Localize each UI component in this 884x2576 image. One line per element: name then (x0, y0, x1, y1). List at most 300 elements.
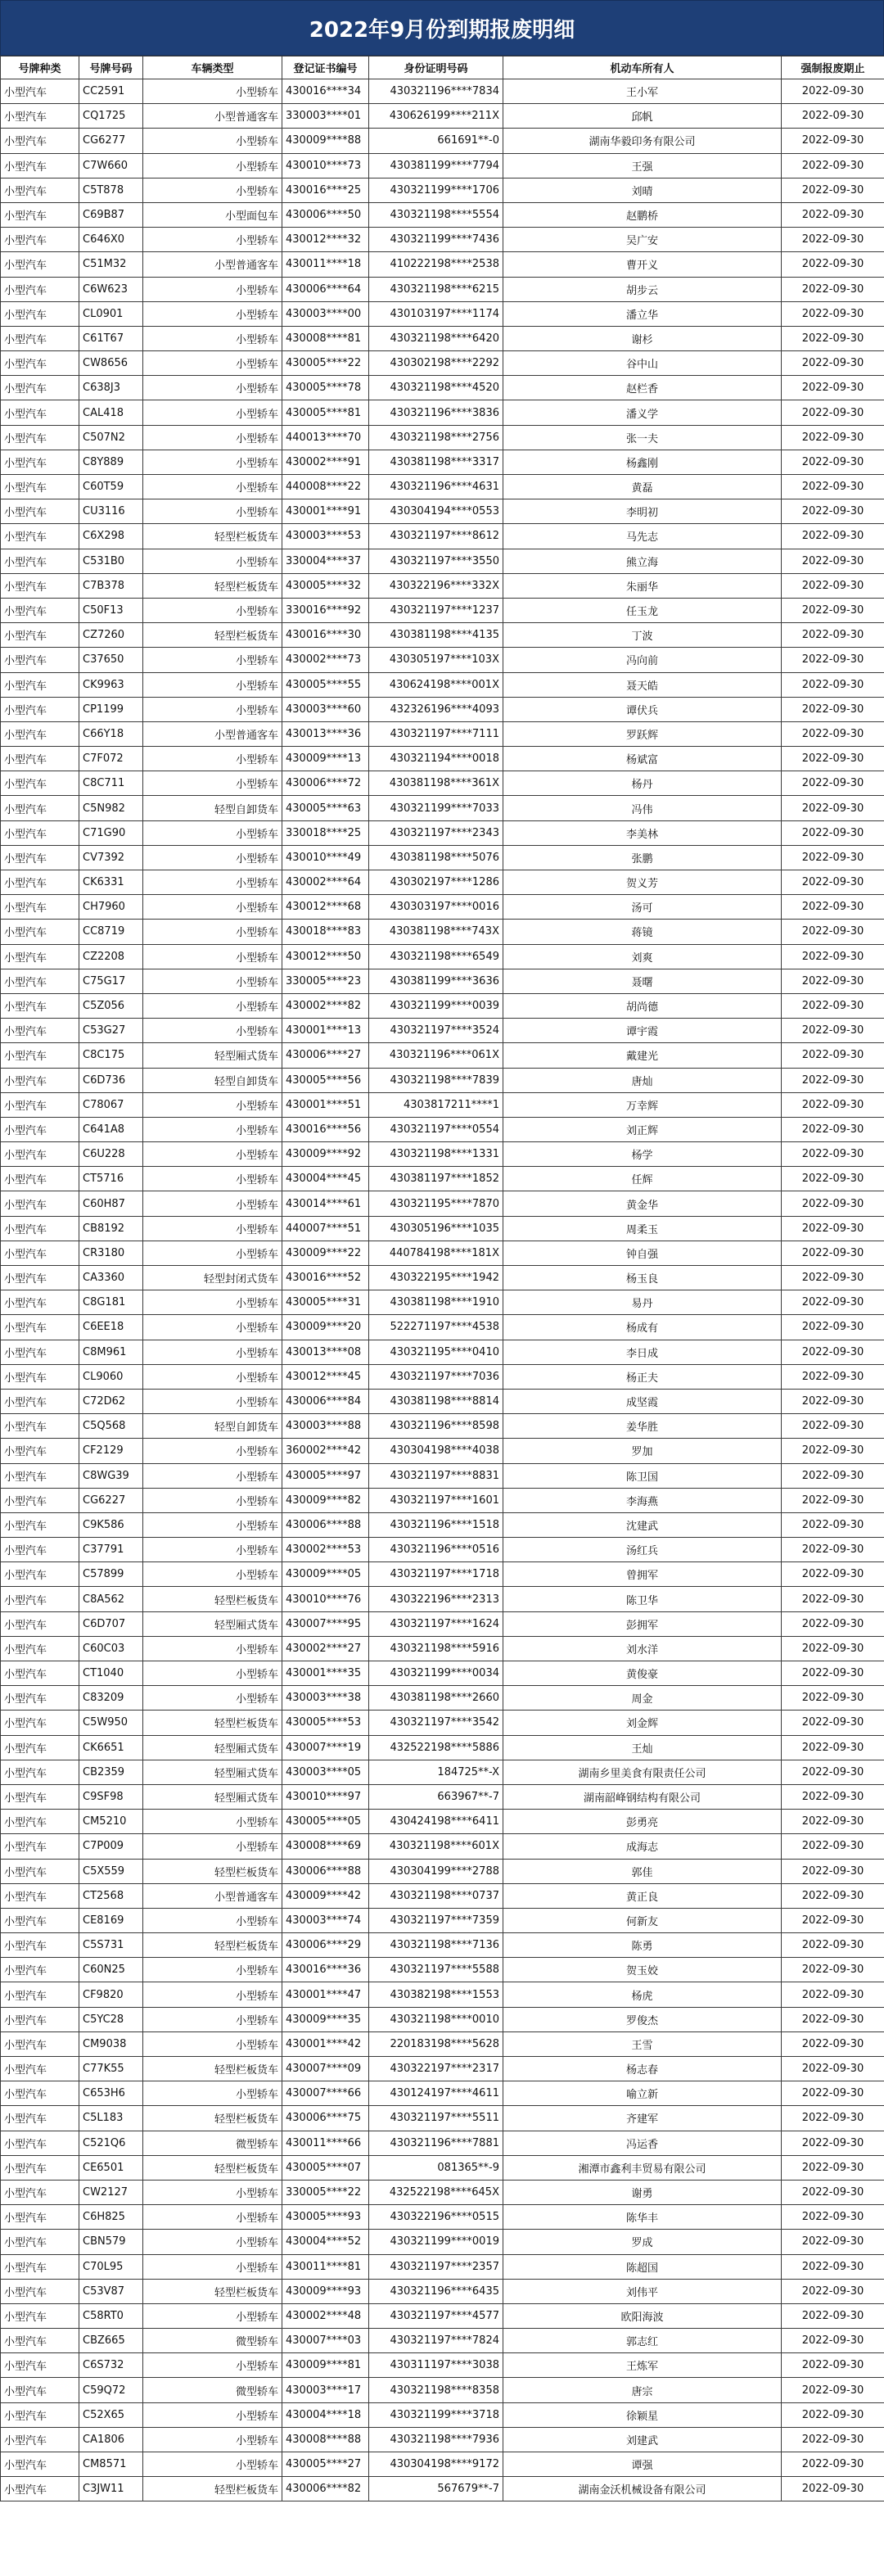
cell-scrap-deadline: 2022-09-30 (782, 1068, 884, 1092)
cell-plate-type: 小型汽车 (1, 2155, 79, 2180)
table-row (1, 1191, 884, 1216)
cell-scrap-deadline: 2022-09-30 (782, 993, 884, 1018)
table-row (1, 1784, 884, 1809)
cell-scrap-deadline: 2022-09-30 (782, 870, 884, 895)
cell-registration-number: 430005****31 (282, 1290, 369, 1315)
cell-registration-number: 430005****78 (282, 376, 369, 400)
cell-plate-number: C77K55 (79, 2057, 143, 2081)
table-row (1, 1043, 884, 1068)
cell-scrap-deadline: 2022-09-30 (782, 2230, 884, 2254)
cell-vehicle-type: 小型轿车 (143, 1562, 282, 1587)
cell-plate-type: 小型汽车 (1, 2427, 79, 2452)
cell-vehicle-type: 小型轿车 (143, 1290, 282, 1315)
cell-plate-type: 小型汽车 (1, 277, 79, 301)
cell-scrap-deadline: 2022-09-30 (782, 129, 884, 153)
cell-plate-number: C6H825 (79, 2205, 143, 2230)
cell-plate-type: 小型汽车 (1, 79, 79, 104)
table-row (1, 1587, 884, 1611)
cell-plate-number: C6S732 (79, 2353, 143, 2378)
cell-registration-number: 430006****75 (282, 2106, 369, 2131)
cell-plate-number: CF9820 (79, 1982, 143, 2007)
table-row (1, 870, 884, 895)
cell-owner: 杨成有 (503, 1315, 782, 1340)
cell-scrap-deadline: 2022-09-30 (782, 1760, 884, 1784)
cell-id-number: 661691**-0 (369, 129, 503, 153)
cell-plate-type: 小型汽车 (1, 1760, 79, 1784)
cell-owner: 杨丹 (503, 771, 782, 796)
cell-owner: 谷中山 (503, 351, 782, 376)
column-header-registration-number: 登记证书编号 (282, 56, 369, 79)
cell-registration-number: 430005****05 (282, 1810, 369, 1834)
cell-plate-number: CC8719 (79, 920, 143, 944)
cell-owner: 刘爽 (503, 944, 782, 969)
cell-registration-number: 430003****38 (282, 1686, 369, 1711)
cell-vehicle-type: 小型轿车 (143, 1364, 282, 1389)
table-row (1, 2205, 884, 2230)
cell-id-number: 430304198****9172 (369, 2452, 503, 2477)
cell-vehicle-type: 轻型厢式货车 (143, 1611, 282, 1636)
table-row (1, 993, 884, 1018)
table-row (1, 1735, 884, 1760)
table-row (1, 1686, 884, 1711)
cell-id-number: 430304199****2788 (369, 1859, 503, 1883)
table-row (1, 1414, 884, 1439)
cell-plate-type: 小型汽车 (1, 969, 79, 993)
cell-plate-number: CU3116 (79, 499, 143, 524)
cell-plate-type: 小型汽车 (1, 1784, 79, 1809)
table-row (1, 845, 884, 870)
cell-plate-number: CV7392 (79, 845, 143, 870)
cell-vehicle-type: 小型轿车 (143, 1636, 282, 1661)
cell-id-number: 430321199****7436 (369, 228, 503, 252)
cell-vehicle-type: 小型轿车 (143, 1315, 282, 1340)
cell-registration-number: 330005****22 (282, 2180, 369, 2204)
cell-plate-type: 小型汽车 (1, 2230, 79, 2254)
table-row (1, 771, 884, 796)
cell-vehicle-type: 小型轿车 (143, 475, 282, 499)
cell-plate-number: C6U228 (79, 1142, 143, 1167)
cell-scrap-deadline: 2022-09-30 (782, 1562, 884, 1587)
cell-owner: 黄俊豪 (503, 1661, 782, 1686)
cell-registration-number: 430001****91 (282, 499, 369, 524)
cell-plate-type: 小型汽车 (1, 920, 79, 944)
table-row (1, 2031, 884, 2056)
cell-owner: 谢勇 (503, 2180, 782, 2204)
cell-registration-number: 430010****73 (282, 153, 369, 178)
table-row (1, 1019, 884, 1043)
table-row (1, 1364, 884, 1389)
table-row (1, 623, 884, 648)
cell-scrap-deadline: 2022-09-30 (782, 2477, 884, 2501)
cell-scrap-deadline: 2022-09-30 (782, 1735, 884, 1760)
cell-plate-number: C6W623 (79, 277, 143, 301)
cell-plate-number: C37791 (79, 1538, 143, 1562)
cell-scrap-deadline: 2022-09-30 (782, 944, 884, 969)
cell-registration-number: 440008****22 (282, 475, 369, 499)
cell-plate-type: 小型汽车 (1, 129, 79, 153)
cell-scrap-deadline: 2022-09-30 (782, 1364, 884, 1389)
cell-id-number: 430321198****6549 (369, 944, 503, 969)
cell-vehicle-type: 小型轿车 (143, 228, 282, 252)
cell-vehicle-type: 小型轿车 (143, 1191, 282, 1216)
cell-plate-type: 小型汽车 (1, 747, 79, 771)
table-row (1, 475, 884, 499)
cell-plate-number: CE8169 (79, 1908, 143, 1932)
table-row (1, 2353, 884, 2378)
cell-scrap-deadline: 2022-09-30 (782, 1711, 884, 1735)
cell-id-number: 430626199****211X (369, 104, 503, 129)
cell-registration-number: 430006****27 (282, 1043, 369, 1068)
column-header-scrap-deadline: 强制报废期止 (782, 56, 884, 79)
cell-vehicle-type: 小型轿车 (143, 1463, 282, 1488)
cell-registration-number: 430006****50 (282, 202, 369, 227)
cell-scrap-deadline: 2022-09-30 (782, 1611, 884, 1636)
cell-plate-number: CT2568 (79, 1883, 143, 1908)
table-row (1, 2057, 884, 2081)
cell-registration-number: 330018****25 (282, 820, 369, 845)
cell-plate-type: 小型汽车 (1, 2353, 79, 2378)
cell-id-number: 430321199****0019 (369, 2230, 503, 2254)
cell-registration-number: 430005****97 (282, 1463, 369, 1488)
cell-owner: 李明初 (503, 499, 782, 524)
cell-scrap-deadline: 2022-09-30 (782, 351, 884, 376)
cell-plate-type: 小型汽车 (1, 1982, 79, 2007)
cell-plate-number: CP1199 (79, 697, 143, 721)
cell-scrap-deadline: 2022-09-30 (782, 1512, 884, 1537)
cell-vehicle-type: 小型轿车 (143, 277, 282, 301)
cell-vehicle-type: 轻型栏板货车 (143, 2106, 282, 2131)
cell-owner: 谢杉 (503, 326, 782, 350)
cell-plate-number: CH7960 (79, 895, 143, 920)
cell-registration-number: 430009****13 (282, 747, 369, 771)
cell-registration-number: 430009****88 (282, 129, 369, 153)
cell-registration-number: 430003****60 (282, 697, 369, 721)
cell-plate-type: 小型汽车 (1, 1364, 79, 1389)
cell-id-number: 430321197****1601 (369, 1488, 503, 1512)
cell-vehicle-type: 小型轿车 (143, 1117, 282, 1141)
cell-scrap-deadline: 2022-09-30 (782, 1117, 884, 1141)
cell-scrap-deadline: 2022-09-30 (782, 820, 884, 845)
cell-registration-number: 430007****09 (282, 2057, 369, 2081)
table-row (1, 129, 884, 153)
cell-plate-type: 小型汽车 (1, 2205, 79, 2230)
cell-owner: 朱丽华 (503, 573, 782, 598)
cell-vehicle-type: 小型轿车 (143, 1661, 282, 1686)
cell-plate-number: CAL418 (79, 400, 143, 425)
cell-id-number: 430321198****5554 (369, 202, 503, 227)
cell-owner: 彭勇亮 (503, 1810, 782, 1834)
cell-plate-type: 小型汽车 (1, 252, 79, 277)
cell-vehicle-type: 微型轿车 (143, 2378, 282, 2402)
table-row (1, 499, 884, 524)
cell-plate-type: 小型汽车 (1, 944, 79, 969)
cell-plate-number: C8C175 (79, 1043, 143, 1068)
cell-vehicle-type: 小型轿车 (143, 747, 282, 771)
cell-plate-type: 小型汽车 (1, 1810, 79, 1834)
cell-registration-number: 430013****36 (282, 721, 369, 746)
cell-registration-number: 430016****25 (282, 178, 369, 202)
cell-registration-number: 430009****35 (282, 2007, 369, 2031)
cell-plate-number: C6X298 (79, 524, 143, 549)
cell-plate-number: CL0901 (79, 301, 143, 326)
cell-vehicle-type: 小型轿车 (143, 1834, 282, 1859)
cell-id-number: 430322197****2317 (369, 2057, 503, 2081)
cell-id-number: 430321198****0010 (369, 2007, 503, 2031)
cell-scrap-deadline: 2022-09-30 (782, 721, 884, 746)
cell-scrap-deadline: 2022-09-30 (782, 1142, 884, 1167)
cell-plate-type: 小型汽车 (1, 2106, 79, 2131)
cell-vehicle-type: 小型轿车 (143, 1241, 282, 1265)
table-row (1, 573, 884, 598)
cell-id-number: 567679**-7 (369, 2477, 503, 2501)
cell-registration-number: 430018****83 (282, 920, 369, 944)
cell-plate-number: CK6331 (79, 870, 143, 895)
cell-owner: 罗跃辉 (503, 721, 782, 746)
cell-owner: 张鹏 (503, 845, 782, 870)
cell-plate-number: C66Y18 (79, 721, 143, 746)
cell-registration-number: 430008****69 (282, 1834, 369, 1859)
table-row (1, 1488, 884, 1512)
table-row (1, 2230, 884, 2254)
cell-plate-number: C638J3 (79, 376, 143, 400)
cell-registration-number: 330016****92 (282, 598, 369, 622)
cell-id-number: 430321198****601X (369, 1834, 503, 1859)
cell-owner: 胡步云 (503, 277, 782, 301)
cell-id-number: 430321197****2343 (369, 820, 503, 845)
cell-scrap-deadline: 2022-09-30 (782, 1043, 884, 1068)
cell-owner: 丁波 (503, 623, 782, 648)
cell-id-number: 430321195****7870 (369, 1191, 503, 1216)
cell-plate-number: C7W660 (79, 153, 143, 178)
table-row (1, 944, 884, 969)
cell-registration-number: 430007****66 (282, 2081, 369, 2106)
table-row (1, 672, 884, 697)
cell-plate-number: CA1806 (79, 2427, 143, 2452)
cell-registration-number: 430011****66 (282, 2131, 369, 2155)
cell-id-number: 430304198****4038 (369, 1439, 503, 1463)
table-row (1, 1290, 884, 1315)
table-row (1, 1463, 884, 1488)
cell-vehicle-type: 小型轿车 (143, 1439, 282, 1463)
cell-registration-number: 430003****74 (282, 1908, 369, 1932)
cell-vehicle-type: 小型普通客车 (143, 1883, 282, 1908)
cell-vehicle-type: 小型轿车 (143, 2452, 282, 2477)
cell-scrap-deadline: 2022-09-30 (782, 1439, 884, 1463)
cell-scrap-deadline: 2022-09-30 (782, 1636, 884, 1661)
cell-id-number: 663967**-7 (369, 1784, 503, 1809)
cell-plate-number: CZ7260 (79, 623, 143, 648)
cell-id-number: 430322196****2313 (369, 1587, 503, 1611)
cell-owner: 潘立华 (503, 301, 782, 326)
cell-scrap-deadline: 2022-09-30 (782, 1191, 884, 1216)
cell-vehicle-type: 小型轿车 (143, 326, 282, 350)
cell-vehicle-type: 轻型厢式货车 (143, 1735, 282, 1760)
cell-plate-type: 小型汽车 (1, 1488, 79, 1512)
cell-id-number: 430321196****7881 (369, 2131, 503, 2155)
cell-plate-number: C8G181 (79, 1290, 143, 1315)
cell-vehicle-type: 轻型栏板货车 (143, 573, 282, 598)
cell-owner: 谭宇霞 (503, 1019, 782, 1043)
cell-plate-type: 小型汽车 (1, 1735, 79, 1760)
cell-owner: 唐灿 (503, 1068, 782, 1092)
table-row (1, 1266, 884, 1290)
cell-plate-type: 小型汽车 (1, 1290, 79, 1315)
table-row (1, 1810, 884, 1834)
cell-plate-number: C75G17 (79, 969, 143, 993)
cell-scrap-deadline: 2022-09-30 (782, 2427, 884, 2452)
cell-scrap-deadline: 2022-09-30 (782, 2303, 884, 2328)
cell-plate-type: 小型汽车 (1, 2031, 79, 2056)
cell-id-number: 081365**-9 (369, 2155, 503, 2180)
cell-owner: 谭强 (503, 2452, 782, 2477)
cell-plate-number: C9SF98 (79, 1784, 143, 1809)
cell-id-number: 430321197****5511 (369, 2106, 503, 2131)
cell-id-number: 430321198****7839 (369, 1068, 503, 1092)
table-row (1, 2106, 884, 2131)
cell-vehicle-type: 轻型栏板货车 (143, 623, 282, 648)
cell-vehicle-type: 小型轿车 (143, 944, 282, 969)
cell-plate-number: CL9060 (79, 1364, 143, 1389)
cell-scrap-deadline: 2022-09-30 (782, 1340, 884, 1364)
table-row (1, 202, 884, 227)
table-row (1, 1958, 884, 1982)
cell-registration-number: 430006****82 (282, 2477, 369, 2501)
cell-plate-number: C7F072 (79, 747, 143, 771)
cell-plate-number: CK6651 (79, 1735, 143, 1760)
table-row (1, 1216, 884, 1241)
cell-vehicle-type: 小型轿车 (143, 2353, 282, 2378)
cell-scrap-deadline: 2022-09-30 (782, 2131, 884, 2155)
cell-registration-number: 330004****37 (282, 549, 369, 573)
cell-plate-number: CM8571 (79, 2452, 143, 2477)
cell-owner: 郭志红 (503, 2329, 782, 2353)
cell-id-number: 430321196****3836 (369, 400, 503, 425)
column-header-plate-number: 号牌号码 (79, 56, 143, 79)
cell-scrap-deadline: 2022-09-30 (782, 376, 884, 400)
cell-plate-type: 小型汽车 (1, 202, 79, 227)
cell-plate-number: C5Z056 (79, 993, 143, 1018)
cell-plate-type: 小型汽车 (1, 1908, 79, 1932)
column-header-id-number: 身份证明号码 (369, 56, 503, 79)
cell-registration-number: 430006****64 (282, 277, 369, 301)
cell-scrap-deadline: 2022-09-30 (782, 1661, 884, 1686)
cell-scrap-deadline: 2022-09-30 (782, 747, 884, 771)
table-row (1, 1389, 884, 1413)
cell-owner: 杨玉良 (503, 1266, 782, 1290)
cell-plate-type: 小型汽车 (1, 524, 79, 549)
cell-owner: 冯运香 (503, 2131, 782, 2155)
cell-owner: 罗加 (503, 1439, 782, 1463)
table-row (1, 2329, 884, 2353)
table-row (1, 1068, 884, 1092)
cell-id-number: 430321197****3542 (369, 1711, 503, 1735)
cell-vehicle-type: 小型轿车 (143, 450, 282, 474)
cell-scrap-deadline: 2022-09-30 (782, 648, 884, 672)
cell-id-number: 430381198****5076 (369, 845, 503, 870)
table-row (1, 1982, 884, 2007)
cell-plate-type: 小型汽车 (1, 376, 79, 400)
table-row (1, 1636, 884, 1661)
cell-id-number: 430311197****3038 (369, 2353, 503, 2378)
cell-registration-number: 430005****07 (282, 2155, 369, 2180)
cell-plate-type: 小型汽车 (1, 1167, 79, 1191)
cell-vehicle-type: 小型轿车 (143, 969, 282, 993)
cell-id-number: 430321198****2756 (369, 425, 503, 450)
cell-plate-type: 小型汽车 (1, 870, 79, 895)
cell-id-number: 522271197****4538 (369, 1315, 503, 1340)
cell-plate-number: C53G27 (79, 1019, 143, 1043)
cell-vehicle-type: 小型轿车 (143, 2230, 282, 2254)
cell-plate-type: 小型汽车 (1, 153, 79, 178)
cell-vehicle-type: 轻型厢式货车 (143, 1043, 282, 1068)
cell-plate-number: C5X559 (79, 1859, 143, 1883)
cell-plate-type: 小型汽车 (1, 672, 79, 697)
cell-registration-number: 430016****34 (282, 79, 369, 104)
report-title: 2022年9月份到期报废明细 (0, 0, 884, 56)
cell-plate-type: 小型汽车 (1, 2477, 79, 2501)
cell-scrap-deadline: 2022-09-30 (782, 1167, 884, 1191)
cell-vehicle-type: 小型轿车 (143, 1389, 282, 1413)
cell-vehicle-type: 微型轿车 (143, 2329, 282, 2353)
cell-registration-number: 430003****05 (282, 1760, 369, 1784)
cell-plate-type: 小型汽车 (1, 1092, 79, 1117)
cell-vehicle-type: 小型轿车 (143, 1340, 282, 1364)
cell-scrap-deadline: 2022-09-30 (782, 1266, 884, 1290)
cell-scrap-deadline: 2022-09-30 (782, 499, 884, 524)
table-row (1, 2081, 884, 2106)
cell-vehicle-type: 轻型栏板货车 (143, 1933, 282, 1958)
cell-plate-number: C60N25 (79, 1958, 143, 1982)
cell-id-number: 430305197****103X (369, 648, 503, 672)
cell-registration-number: 430016****52 (282, 1266, 369, 1290)
cell-scrap-deadline: 2022-09-30 (782, 2329, 884, 2353)
cell-id-number: 430321194****0018 (369, 747, 503, 771)
cell-plate-type: 小型汽车 (1, 1958, 79, 1982)
table-row (1, 1834, 884, 1859)
cell-plate-type: 小型汽车 (1, 400, 79, 425)
cell-plate-number: C641A8 (79, 1117, 143, 1141)
cell-plate-number: C521Q6 (79, 2131, 143, 2155)
cell-plate-number: CR3180 (79, 1241, 143, 1265)
cell-plate-number: C7B378 (79, 573, 143, 598)
cell-plate-type: 小型汽车 (1, 301, 79, 326)
cell-id-number: 430381197****1852 (369, 1167, 503, 1191)
cell-vehicle-type: 小型轿车 (143, 648, 282, 672)
cell-plate-number: C9K586 (79, 1512, 143, 1537)
cell-plate-number: C5L183 (79, 2106, 143, 2131)
cell-owner: 汤红兵 (503, 1538, 782, 1562)
cell-registration-number: 430002****53 (282, 1538, 369, 1562)
cell-registration-number: 430009****93 (282, 2279, 369, 2303)
table-row (1, 1661, 884, 1686)
table-row (1, 2279, 884, 2303)
cell-id-number: 430624198****001X (369, 672, 503, 697)
cell-owner: 戴建光 (503, 1043, 782, 1068)
cell-plate-number: C5Q568 (79, 1414, 143, 1439)
cell-id-number: 430305196****1035 (369, 1216, 503, 1241)
table-row (1, 1859, 884, 1883)
cell-plate-type: 小型汽车 (1, 1241, 79, 1265)
scrap-vehicle-table (0, 56, 884, 2501)
cell-plate-type: 小型汽车 (1, 1686, 79, 1711)
cell-owner: 冯伟 (503, 796, 782, 820)
cell-owner: 杨志春 (503, 2057, 782, 2081)
cell-scrap-deadline: 2022-09-30 (782, 845, 884, 870)
cell-scrap-deadline: 2022-09-30 (782, 2081, 884, 2106)
cell-registration-number: 430005****27 (282, 2452, 369, 2477)
cell-plate-number: C6D736 (79, 1068, 143, 1092)
cell-owner: 潘义学 (503, 400, 782, 425)
